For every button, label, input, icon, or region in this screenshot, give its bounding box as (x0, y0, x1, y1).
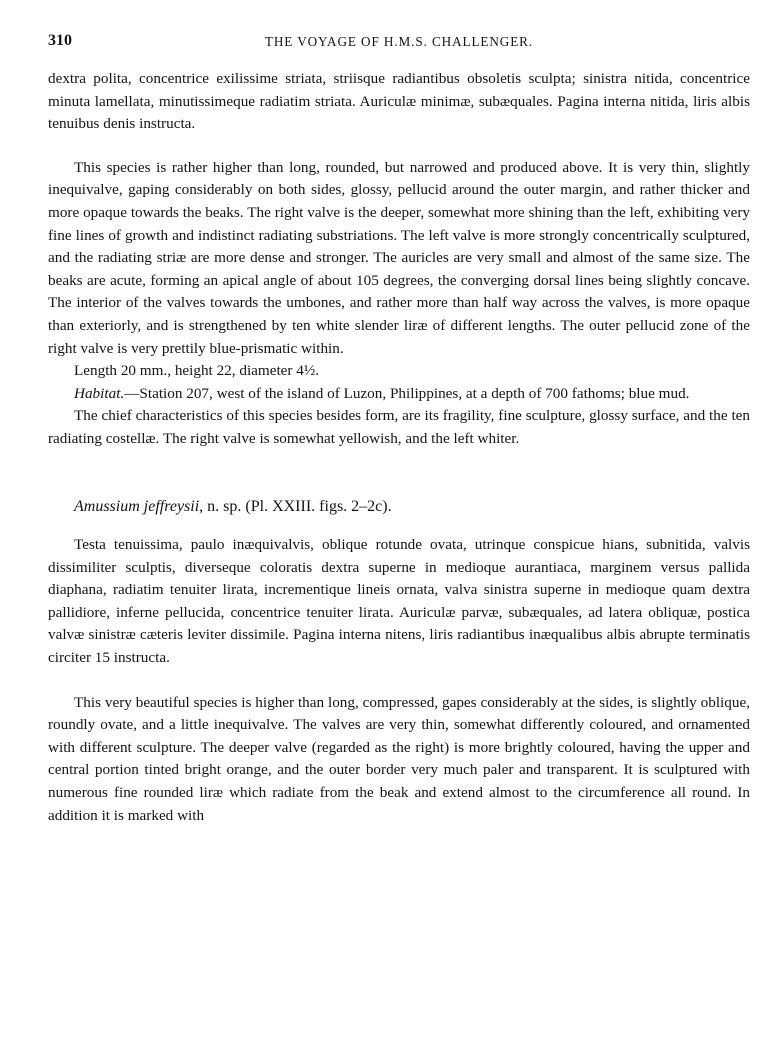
spacer (48, 670, 750, 692)
description-paragraph: This species is rather higher than long, rounded, but narrowed and produced above. It is very thin, slightly inequivalve, gaping considerably on both sides, glossy, pellucid around the outer margin, and rather thicker and more opaque towards the beaks. The right valve is the deeper, somewhat more shining than the left, exhibiting very fine lines of growth and indistinct radiating substriations. The left valve is more strongly concentrically sculptured, and the radiating striæ are more dense and stronger. The auricles are very small and almost of the same size. The beaks are acute, forming an apical angle of about 105 degrees, the converging dorsal lines being slightly concave. The interior of the valves towards the umbones, and rather more than half way across the valves, is more opaque than exteriorly, and is strengthened by ten white slender liræ of different lengths. The outer pellucid zone of the right valve is very prettily blue-prismatic within. (48, 158, 750, 357)
species-heading (74, 496, 750, 519)
species-reference: , n. sp. (Pl. XXIII. figs. 2–2c). (199, 497, 392, 515)
diagnosis-continued: dextra polita, concentrice exilissime striata, striisque radiantibus obsoletis sculpta; sinistra nitida, concentrice minuta lamellata, minutissimeque radiatim striata. Auriculæ minimæ, subæquales. Pagina interna nitida, liris albis tenuibus denis instructa. (48, 70, 750, 133)
habitat-paragraph (48, 383, 750, 406)
spacer (48, 451, 750, 496)
english-description: This very beautiful species is higher than long, compressed, gapes considerably at the sides, is slightly oblique, roundly ovate, and a little inequivalve. The valves are very thin, somewhat differently coloured, and ornamented with different sculpture. The deeper valve (regarded as the right) is more brightly coloured, having the upper and central portion tinted bright orange, and the outer border very much paler and transparent. It is sculptured with numerous fine rounded liræ which radiate from the beak and extend almost to the circumference all round. In addition it is marked with (48, 693, 750, 824)
habitat-label: Habitat. (74, 384, 125, 402)
running-head (48, 30, 750, 54)
characteristics-paragraph: The chief characteristics of this species besides form, are its fragility, fine sculpture, glossy surface, and the ten radiating costellæ. The right valve is somewhat yellowish, and the left whiter. (48, 407, 750, 447)
spacer (48, 518, 750, 534)
running-title: THE VOYAGE OF H.M.S. CHALLENGER. (264, 34, 534, 49)
habitat-text: —Station 207, west of the island of Luzon, Philippines, at a depth of 700 fathoms; blue mud. (124, 384, 690, 402)
latin-diagnosis: Testa tenuissima, paulo inæquivalvis, oblique rotunde ovata, utrinque conspicue hians, subnitida, valvis dissimiliter sculptis, diverseque coloratis dextra superne in medioque aurantiaca, marginem versus pallida diaphana, radiatim tenuiter lirata, incrementique lineis ornata, valva sinistra superne in medioque quam dextra pallidiore, inferne pellucida, concentrice tenuiter lirata. Auriculæ parvæ, subæquales, ad latera obliquæ, postica valvæ sinistræ cæteris leviter dissimile. Pagina interna nitens, liris radiantibus inæqualibus albis abrupte terminatis circiter 15 instructa. (48, 536, 750, 667)
measurements: Length 20 mm., height 22, diameter 4½. (74, 362, 320, 380)
spacer (48, 136, 750, 157)
species-name: Amussium jeffreysii (74, 497, 200, 515)
page-number: 310 (48, 32, 72, 49)
